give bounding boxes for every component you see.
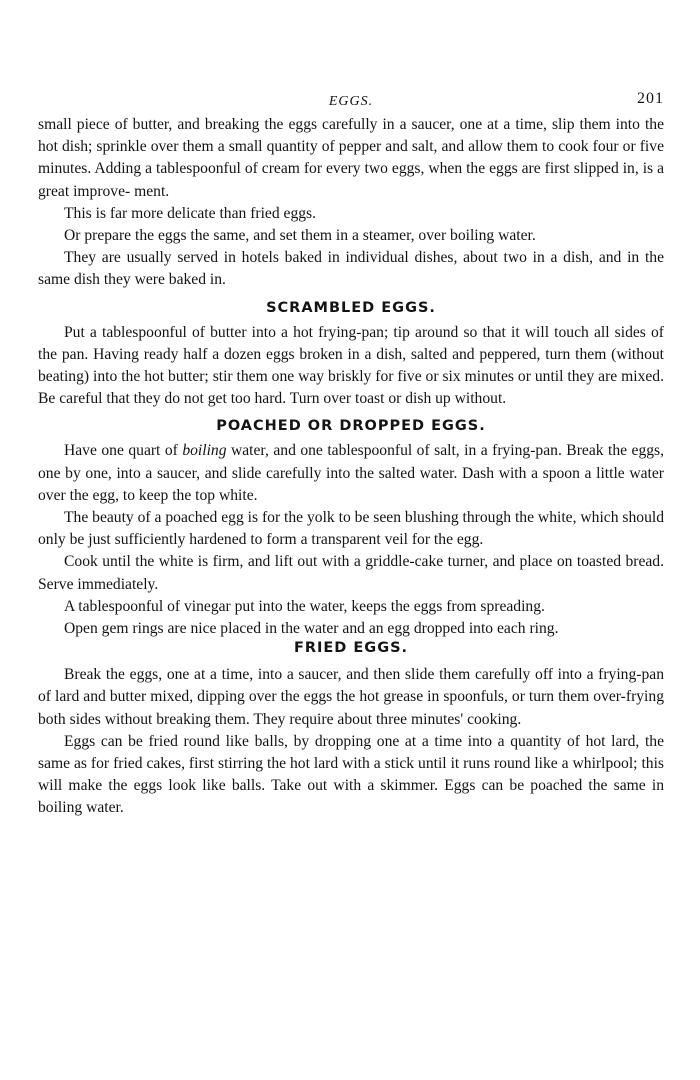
poached-p1-italic: boiling <box>182 442 227 460</box>
poached-eggs-paragraph-4: A tablespoonful of vinegar put into the water, keeps the eggs from spreading. <box>64 597 545 615</box>
poached-eggs-paragraph-2: The beauty of a poached egg is for the yolk to be seen blushing through the white, which should only be just sufficiently hardened to form a transparent veil for the egg. <box>38 509 664 549</box>
intro-paragraph-delicate: This is far more delicate than fried eggs. <box>64 204 317 222</box>
fried-eggs-paragraph-1: Break the eggs, one at a time, into a saucer, and then slide them carefully off into a frying-pan of lard and butter mixed, dipping over the eggs the hot grease in spoonfuls, or turn them over-frying both sides without breaking them. They require about three minutes' cooking. <box>38 666 664 728</box>
poached-eggs-heading: POACHED OR DROPPED EGGS. <box>216 418 486 435</box>
poached-eggs-paragraph-3: Cook until the white is firm, and lift out with a griddle-cake turner, and place on toasted bread. Serve immediately. <box>38 553 664 593</box>
intro-paragraph-steamer: Or prepare the eggs the same, and set them in a steamer, over boiling water. <box>64 227 536 245</box>
poached-eggs-paragraph-5: Open gem rings are nice placed in the water and an egg dropped into each ring. <box>64 620 559 638</box>
running-head <box>38 86 664 114</box>
scrambled-eggs-paragraph: Put a tablespoonful of butter into a hot frying-pan; tip around so that it will touch all sides of the pan. Having ready half a dozen eggs broken in a dish, salted and peppered, turn them (without beating) into the hot butter; stir them one way briskly for five or six minutes or until they are mixed. Be careful that they do not get too hard. Turn over toast or dish up without. <box>38 323 664 408</box>
intro-paragraph-continued: small piece of butter, and breaking the eggs carefully in a saucer, one at a time, slip them into the hot dish; sprinkle over them a small quantity of pepper and salt, and allow them to cook four or five minutes. Adding a tablespoonful of cream for every two eggs, when the eggs are first slipped in, is a great improve- ment. <box>38 116 664 200</box>
fried-eggs-paragraph-2: Eggs can be fried round like balls, by dropping one at a time into a quantity of hot lard, the same as for fried cakes, first stirring the hot lard with a stick until it runs round like a whirlpool; this will make the eggs look like balls. Take out with a skimmer. Eggs can be poached the same in boiling water. <box>38 732 664 817</box>
fried-eggs-heading: FRIED EGGS. <box>293 640 409 657</box>
running-title: EGGS. <box>328 94 374 109</box>
intro-paragraph-hotels: They are usually served in hotels baked in individual dishes, about two in a dish, and in the same dish they were baked in. <box>38 249 664 289</box>
poached-p1-before: Have one quart of <box>64 442 183 460</box>
book-page <box>38 86 664 820</box>
scrambled-eggs-heading: SCRAMBLED EGGS. <box>266 299 436 316</box>
poached-p1-after: water, and one tablespoonful of salt, in a frying-pan. Break the eggs, one by one, into a saucer, and slide carefully into the salted water. Dash with a spoon a little water over the egg, to keep the top white. <box>38 442 665 504</box>
page-number: 201 <box>637 90 664 107</box>
poached-eggs-paragraph-1 <box>38 440 664 507</box>
